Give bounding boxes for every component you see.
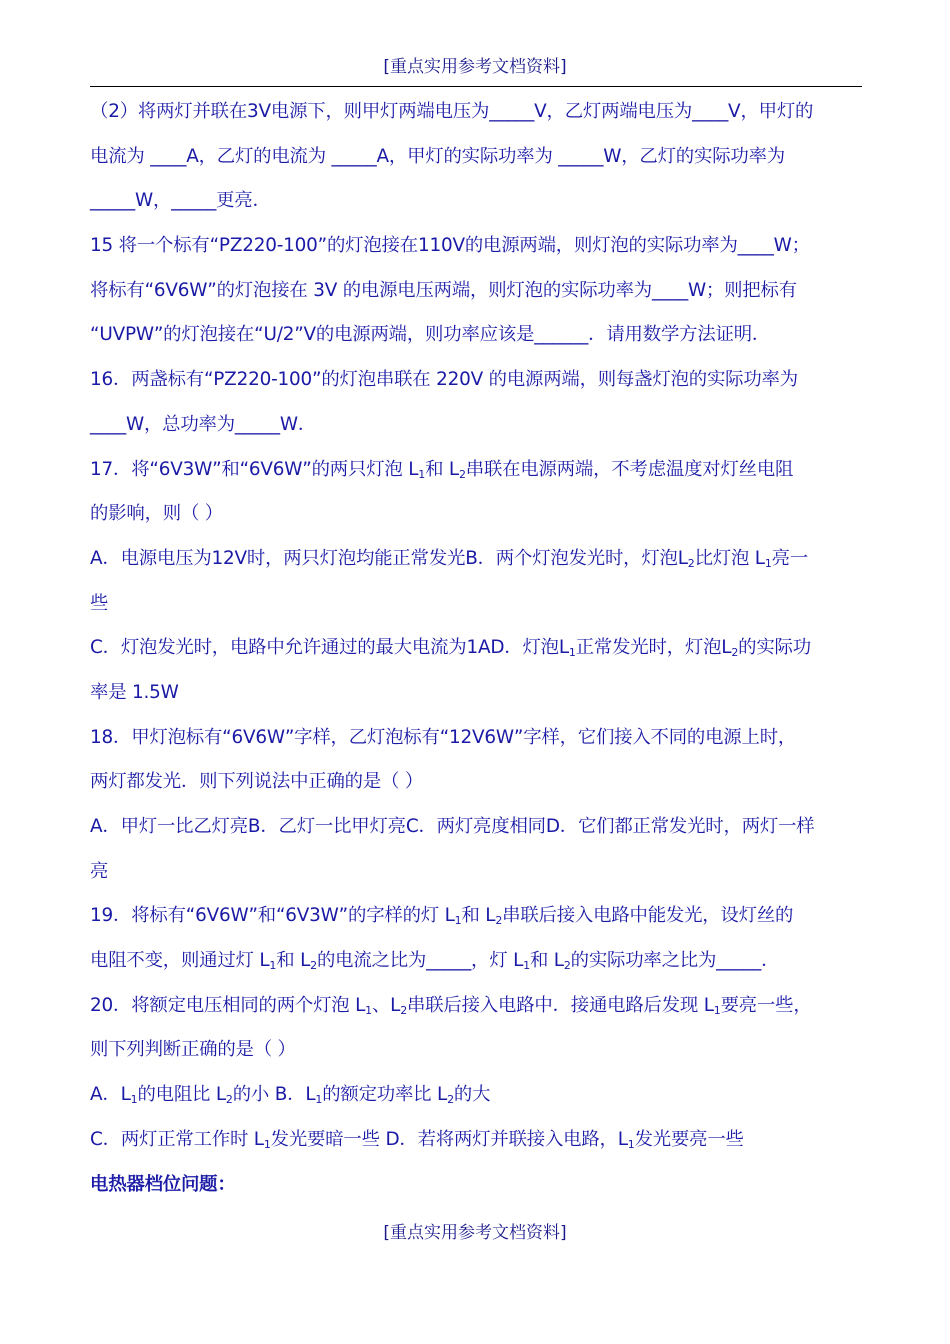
text-line: A．电源电压为12V时，两只灯泡均能正常发光B．两个灯泡发光时，灯泡$L_2$比灯泡 $L_1$亮一 <box>90 547 809 570</box>
text-line: 18．甲灯泡标有“6V6W”字样，乙灯泡标有“12V6W”字样，它们接入不同的电源上时， <box>90 726 797 748</box>
section-heading: 电热器档位问题： <box>90 1173 236 1195</box>
page-header: [重点实用参考文档资料] <box>383 57 567 77</box>
text-line: （2）将两灯并联在3V电源下，则甲灯两端电压为_____V，乙灯两端电压为____V，甲灯的 <box>90 101 814 122</box>
text-line: 15 将一个标有“PZ220-100”的灯泡接在110V的电源两端，则灯泡的实际功率为____W； <box>90 235 810 257</box>
text-line: 率是 1.5W <box>90 681 179 703</box>
text-line: “UVPW”的灯泡接在“U/2”V的电源两端，则功率应该是______．请用数学方法证明． <box>90 324 771 346</box>
text-line: 17．将“6V3W”和“6V6W”的两只灯泡 $L_1$和 $L_2$串联在电源两端，不考虑温度对灯丝电阻 <box>90 458 794 481</box>
text-line: 电流为 ____A，乙灯的电流为 _____A，甲灯的实际功率为 _____W，乙灯的实际功率为 <box>90 145 785 167</box>
text-line: A．甲灯一比乙灯亮B．乙灯一比甲灯亮C．两灯亮度相同D．它们都正常发光时，两灯一样 <box>90 816 815 837</box>
header-rule <box>90 86 862 87</box>
text-line: 些 <box>90 592 109 614</box>
text-line: 电阻不变，则通过灯 $L_1$和 $L_2$的电流之比为_____，灯 $L_1$和 $L_2$的实际功率之比为_____． <box>90 950 780 973</box>
text-line: 20．将额定电压相同的两个灯泡 $L_1$、$L_2$串联后接入电路中．接通电路后发现 $L_1$要亮一些， <box>90 994 812 1017</box>
text-line: 两灯都发光．则下列说法中正确的是（ ） <box>90 771 424 793</box>
text-line: ____W，总功率为_____W． <box>90 413 317 435</box>
text-line: 则下列判断正确的是（ ） <box>90 1039 296 1061</box>
text-line: _____W，_____更亮． <box>90 190 271 212</box>
text-line: 16．两盏标有“PZ220-100”的灯泡串联在 220V 的电源两端，则每盏灯泡的实际功率为 <box>90 369 798 391</box>
text-line: 将标有“6V6W”的灯泡接在 3V 的电源电压两端，则灯泡的实际功率为____W；则把标有 <box>90 279 797 301</box>
text-line: 亮 <box>90 860 109 882</box>
text-line: 的影响，则（ ） <box>90 503 223 525</box>
text-line: C．两灯正常工作时 $L_1$发光要暗一些 D．若将两灯并联接入电路，$L_1$发光要亮一些 <box>90 1128 744 1151</box>
text-line: A．$L_1$的电阻比 $L_2$的小 B．$L_1$的额定功率比 $L_2$的大 <box>90 1084 491 1107</box>
document-body <box>90 96 865 1213</box>
text-line: 19．将标有“6V6W”和“6V3W”的字样的灯 $L_1$和 $L_2$串联后接入电路中能发光，设灯丝的 <box>90 905 794 928</box>
text-line: C．灯泡发光时，电路中允许通过的最大电流为1AD．灯泡$L_1$正常发光时，灯泡$L_2$的实际功 <box>90 637 811 660</box>
page-footer: [重点实用参考文档资料] <box>383 1223 567 1243</box>
